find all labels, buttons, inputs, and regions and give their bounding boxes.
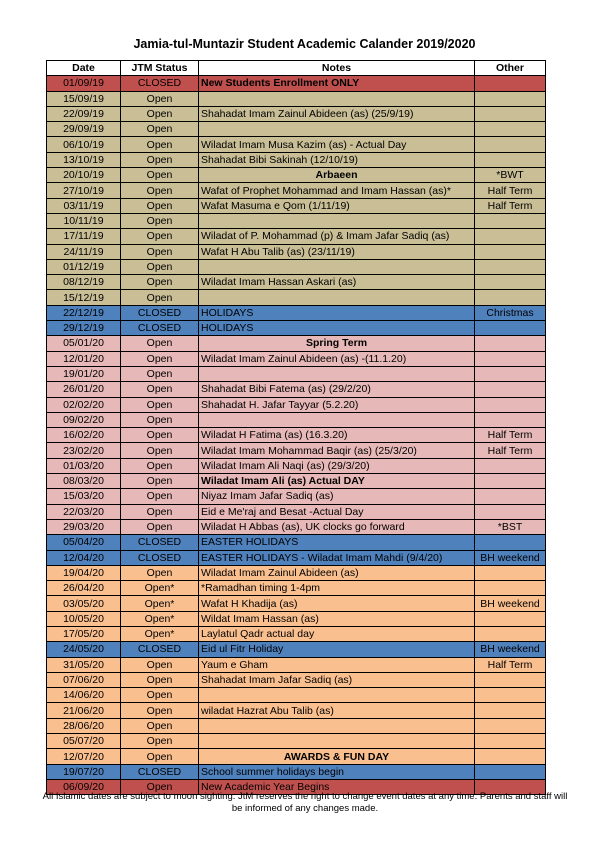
cell-notes: *Ramadhan timing 1-4pm — [199, 581, 475, 596]
cell-status: Open — [121, 382, 199, 397]
cell-other — [475, 764, 546, 779]
cell-date: 19/01/20 — [47, 366, 121, 381]
cell-other — [475, 259, 546, 274]
table-row — [47, 244, 546, 259]
cell-notes: Shahadat Bibi Fatema (as) (29/2/20) — [199, 382, 475, 397]
document-title: Jamia-tul-Muntazir Student Academic Calander 2019/2020 — [133, 37, 476, 51]
cell-other — [475, 106, 546, 121]
table-row — [47, 122, 546, 137]
cell-notes: HOLIDAYS — [199, 321, 475, 336]
column-header-notes: Notes — [199, 61, 475, 76]
cell-status: Open — [121, 718, 199, 733]
cell-notes: School summer holidays begin — [199, 764, 475, 779]
cell-status: CLOSED — [121, 305, 199, 320]
cell-other — [475, 458, 546, 473]
cell-date: 22/12/19 — [47, 305, 121, 320]
cell-notes — [199, 366, 475, 381]
table-row — [47, 489, 546, 504]
cell-status: Open — [121, 198, 199, 213]
cell-other: Half Term — [475, 657, 546, 672]
table-row — [47, 519, 546, 534]
cell-other: *BWT — [475, 168, 546, 183]
cell-date: 24/05/20 — [47, 642, 121, 657]
cell-date: 29/09/19 — [47, 122, 121, 137]
cell-other — [475, 229, 546, 244]
cell-notes — [199, 734, 475, 749]
cell-other — [475, 626, 546, 641]
cell-date: 02/02/20 — [47, 397, 121, 412]
cell-status: Open — [121, 779, 199, 794]
cell-other — [475, 290, 546, 305]
header-row — [47, 61, 546, 76]
cell-other — [475, 137, 546, 152]
calendar-table — [46, 60, 546, 795]
cell-status: Open — [121, 397, 199, 412]
cell-other — [475, 718, 546, 733]
cell-date: 29/12/19 — [47, 321, 121, 336]
cell-status: Open — [121, 734, 199, 749]
cell-notes: wiladat Hazrat Abu Talib (as) — [199, 703, 475, 718]
cell-other — [475, 244, 546, 259]
table-row — [47, 504, 546, 519]
table-row — [47, 336, 546, 351]
cell-notes: Laylatul Qadr actual day — [199, 626, 475, 641]
cell-status: Open — [121, 474, 199, 489]
cell-status: Open — [121, 443, 199, 458]
cell-status: CLOSED — [121, 321, 199, 336]
cell-other — [475, 749, 546, 764]
cell-notes: New Students Enrollment ONLY — [199, 76, 475, 91]
cell-date: 16/02/20 — [47, 428, 121, 443]
table-row — [47, 657, 546, 672]
cell-status: Open — [121, 213, 199, 228]
cell-other — [475, 213, 546, 228]
cell-other: BH weekend — [475, 596, 546, 611]
table-row — [47, 428, 546, 443]
cell-notes — [199, 688, 475, 703]
cell-notes: Wiladat Imam Mohammad Baqir (as) (25/3/20) — [199, 443, 475, 458]
cell-other — [475, 397, 546, 412]
table-row — [47, 305, 546, 320]
cell-other — [475, 351, 546, 366]
table-row — [47, 366, 546, 381]
cell-date: 22/09/19 — [47, 106, 121, 121]
cell-notes: HOLIDAYS — [199, 305, 475, 320]
cell-notes: Wiladat Imam Ali (as) Actual DAY — [199, 474, 475, 489]
cell-other — [475, 474, 546, 489]
table-row — [47, 229, 546, 244]
cell-notes: Wildat Imam Hassan (as) — [199, 611, 475, 626]
cell-date: 20/10/19 — [47, 168, 121, 183]
cell-notes — [199, 718, 475, 733]
cell-date: 15/03/20 — [47, 489, 121, 504]
cell-other — [475, 382, 546, 397]
cell-status: Open — [121, 137, 199, 152]
cell-notes: Arbaeen — [199, 168, 475, 183]
table-row — [47, 259, 546, 274]
cell-other — [475, 76, 546, 91]
table-row — [47, 458, 546, 473]
cell-notes: Wiladat Imam Hassan Askari (as) — [199, 275, 475, 290]
cell-status: Open — [121, 336, 199, 351]
cell-date: 10/05/20 — [47, 611, 121, 626]
table-row — [47, 443, 546, 458]
cell-date: 05/01/20 — [47, 336, 121, 351]
cell-other: Half Term — [475, 183, 546, 198]
cell-notes: Wiladat Imam Zainul Abideen (as) — [199, 565, 475, 580]
table-row — [47, 703, 546, 718]
cell-other — [475, 688, 546, 703]
cell-date: 26/01/20 — [47, 382, 121, 397]
cell-other — [475, 703, 546, 718]
cell-status: Open — [121, 489, 199, 504]
table-row — [47, 764, 546, 779]
cell-other — [475, 535, 546, 550]
cell-other — [475, 152, 546, 167]
cell-status: Open* — [121, 611, 199, 626]
cell-date: 21/06/20 — [47, 703, 121, 718]
cell-notes: Wiladat Imam Musa Kazim (as) - Actual Day — [199, 137, 475, 152]
cell-status: CLOSED — [121, 76, 199, 91]
cell-other — [475, 581, 546, 596]
cell-notes: Shahadat Imam Jafar Sadiq (as) — [199, 672, 475, 687]
cell-other — [475, 321, 546, 336]
table-row — [47, 168, 546, 183]
cell-status: Open — [121, 290, 199, 305]
cell-notes: Spring Term — [199, 336, 475, 351]
cell-status: Open* — [121, 626, 199, 641]
cell-other — [475, 412, 546, 427]
cell-status: Open — [121, 91, 199, 106]
cell-status: Open* — [121, 581, 199, 596]
cell-notes: Niyaz Imam Jafar Sadiq (as) — [199, 489, 475, 504]
cell-status: Open* — [121, 596, 199, 611]
cell-status: Open — [121, 672, 199, 687]
table-row — [47, 183, 546, 198]
cell-other — [475, 672, 546, 687]
table-row — [47, 351, 546, 366]
cell-other — [475, 122, 546, 137]
cell-status: Open — [121, 351, 199, 366]
cell-notes — [199, 91, 475, 106]
cell-notes: Wiladat H Abbas (as), UK clocks go forward — [199, 519, 475, 534]
cell-other: BH weekend — [475, 550, 546, 565]
cell-other: BH weekend — [475, 642, 546, 657]
cell-status: Open — [121, 244, 199, 259]
cell-date: 05/04/20 — [47, 535, 121, 550]
cell-other — [475, 734, 546, 749]
table-row — [47, 749, 546, 764]
cell-status: CLOSED — [121, 642, 199, 657]
cell-notes — [199, 122, 475, 137]
cell-date: 10/11/19 — [47, 213, 121, 228]
cell-other — [475, 366, 546, 381]
column-header-status: JTM Status — [121, 61, 199, 76]
cell-other — [475, 91, 546, 106]
cell-notes — [199, 412, 475, 427]
column-header-other: Other — [475, 61, 546, 76]
cell-notes: Shahadat H. Jafar Tayyar (5.2.20) — [199, 397, 475, 412]
table-row — [47, 581, 546, 596]
cell-status: Open — [121, 259, 199, 274]
cell-other — [475, 489, 546, 504]
table-row — [47, 565, 546, 580]
cell-date: 01/03/20 — [47, 458, 121, 473]
table-row — [47, 397, 546, 412]
cell-other — [475, 565, 546, 580]
cell-notes: Wafat H Khadija (as) — [199, 596, 475, 611]
table-row — [47, 198, 546, 213]
cell-status: Open — [121, 688, 199, 703]
cell-date: 07/06/20 — [47, 672, 121, 687]
table-row — [47, 688, 546, 703]
cell-date: 31/05/20 — [47, 657, 121, 672]
table-row — [47, 290, 546, 305]
column-header-date: Date — [47, 61, 121, 76]
cell-other: *BST — [475, 519, 546, 534]
cell-date: 05/07/20 — [47, 734, 121, 749]
cell-date: 17/11/19 — [47, 229, 121, 244]
cell-date: 01/09/19 — [47, 76, 121, 91]
table-row — [47, 718, 546, 733]
table-row — [47, 734, 546, 749]
cell-status: Open — [121, 366, 199, 381]
cell-date: 09/02/20 — [47, 412, 121, 427]
table-row — [47, 474, 546, 489]
table-row — [47, 611, 546, 626]
cell-status: Open — [121, 749, 199, 764]
cell-notes — [199, 213, 475, 228]
cell-status: Open — [121, 168, 199, 183]
cell-status: Open — [121, 428, 199, 443]
cell-other: Half Term — [475, 198, 546, 213]
table-row — [47, 672, 546, 687]
cell-date: 08/03/20 — [47, 474, 121, 489]
cell-notes: Wiladat Imam Zainul Abideen (as) -(11.1.20) — [199, 351, 475, 366]
table-row — [47, 642, 546, 657]
cell-date: 15/09/19 — [47, 91, 121, 106]
cell-date: 26/04/20 — [47, 581, 121, 596]
cell-notes: Eid e Me'raj and Besat -Actual Day — [199, 504, 475, 519]
cell-notes — [199, 290, 475, 305]
cell-notes: Wiladat H Fatima (as) (16.3.20) — [199, 428, 475, 443]
cell-notes: Shahadat Imam Zainul Abideen (as) (25/9/19) — [199, 106, 475, 121]
table-row — [47, 596, 546, 611]
table-row — [47, 213, 546, 228]
cell-notes — [199, 259, 475, 274]
cell-notes: Wafat H Abu Talib (as) (23/11/19) — [199, 244, 475, 259]
cell-date: 29/03/20 — [47, 519, 121, 534]
cell-other: Half Term — [475, 443, 546, 458]
cell-other — [475, 504, 546, 519]
cell-status: CLOSED — [121, 535, 199, 550]
cell-date: 22/03/20 — [47, 504, 121, 519]
cell-notes: AWARDS & FUN DAY — [199, 749, 475, 764]
cell-status: Open — [121, 106, 199, 121]
cell-notes: EASTER HOLIDAYS — [199, 535, 475, 550]
cell-status: CLOSED — [121, 764, 199, 779]
table-row — [47, 626, 546, 641]
cell-notes: New Academic Year Begins — [199, 779, 475, 794]
table-row — [47, 382, 546, 397]
cell-date: 14/06/20 — [47, 688, 121, 703]
cell-date: 17/05/20 — [47, 626, 121, 641]
calendar-body — [47, 76, 546, 795]
table-row — [47, 106, 546, 121]
cell-status: Open — [121, 122, 199, 137]
table-row — [47, 535, 546, 550]
cell-status: Open — [121, 519, 199, 534]
cell-notes: Shahadat Bibi Sakinah (12/10/19) — [199, 152, 475, 167]
table-row — [47, 91, 546, 106]
cell-other — [475, 275, 546, 290]
cell-date: 12/04/20 — [47, 550, 121, 565]
table-row — [47, 412, 546, 427]
cell-notes: Wiladat of P. Mohammad (p) & Imam Jafar Sadiq (as) — [199, 229, 475, 244]
cell-other — [475, 611, 546, 626]
cell-date: 13/10/19 — [47, 152, 121, 167]
cell-status: Open — [121, 183, 199, 198]
cell-notes: Wafat Masuma e Qom (1/11/19) — [199, 198, 475, 213]
cell-status: Open — [121, 703, 199, 718]
cell-date: 28/06/20 — [47, 718, 121, 733]
cell-other: Christmas — [475, 305, 546, 320]
cell-date: 03/05/20 — [47, 596, 121, 611]
footer-note: All Islamic dates are subject to moon sighting. JtM reserves the right to change event dates at any time. Parents and staff will be informed of any changes made. — [42, 791, 568, 814]
cell-date: 12/07/20 — [47, 749, 121, 764]
cell-date: 15/12/19 — [47, 290, 121, 305]
cell-status: Open — [121, 412, 199, 427]
cell-notes: Wafat of Prophet Mohammad and Imam Hassan (as)* — [199, 183, 475, 198]
cell-date: 23/02/20 — [47, 443, 121, 458]
cell-status: Open — [121, 152, 199, 167]
cell-date: 01/12/19 — [47, 259, 121, 274]
cell-status: Open — [121, 458, 199, 473]
cell-notes: EASTER HOLIDAYS - Wiladat Imam Mahdi (9/4/20) — [199, 550, 475, 565]
cell-other: Half Term — [475, 428, 546, 443]
cell-status: Open — [121, 275, 199, 290]
cell-date: 19/04/20 — [47, 565, 121, 580]
cell-other — [475, 336, 546, 351]
cell-date: 19/07/20 — [47, 764, 121, 779]
cell-status: Open — [121, 565, 199, 580]
table-row — [47, 550, 546, 565]
cell-status: Open — [121, 657, 199, 672]
cell-date: 06/10/19 — [47, 137, 121, 152]
cell-notes: Wiladat Imam Ali Naqi (as) (29/3/20) — [199, 458, 475, 473]
cell-status: Open — [121, 504, 199, 519]
cell-date: 24/11/19 — [47, 244, 121, 259]
table-row — [47, 76, 546, 91]
cell-date: 12/01/20 — [47, 351, 121, 366]
cell-date: 06/09/20 — [47, 779, 121, 794]
table-row — [47, 275, 546, 290]
cell-notes: Eid ul Fitr Holiday — [199, 642, 475, 657]
cell-date: 27/10/19 — [47, 183, 121, 198]
cell-date: 03/11/19 — [47, 198, 121, 213]
table-row — [47, 137, 546, 152]
table-row — [47, 321, 546, 336]
cell-date: 08/12/19 — [47, 275, 121, 290]
cell-status: Open — [121, 229, 199, 244]
table-row — [47, 152, 546, 167]
cell-notes: Yaum e Gham — [199, 657, 475, 672]
cell-status: CLOSED — [121, 550, 199, 565]
